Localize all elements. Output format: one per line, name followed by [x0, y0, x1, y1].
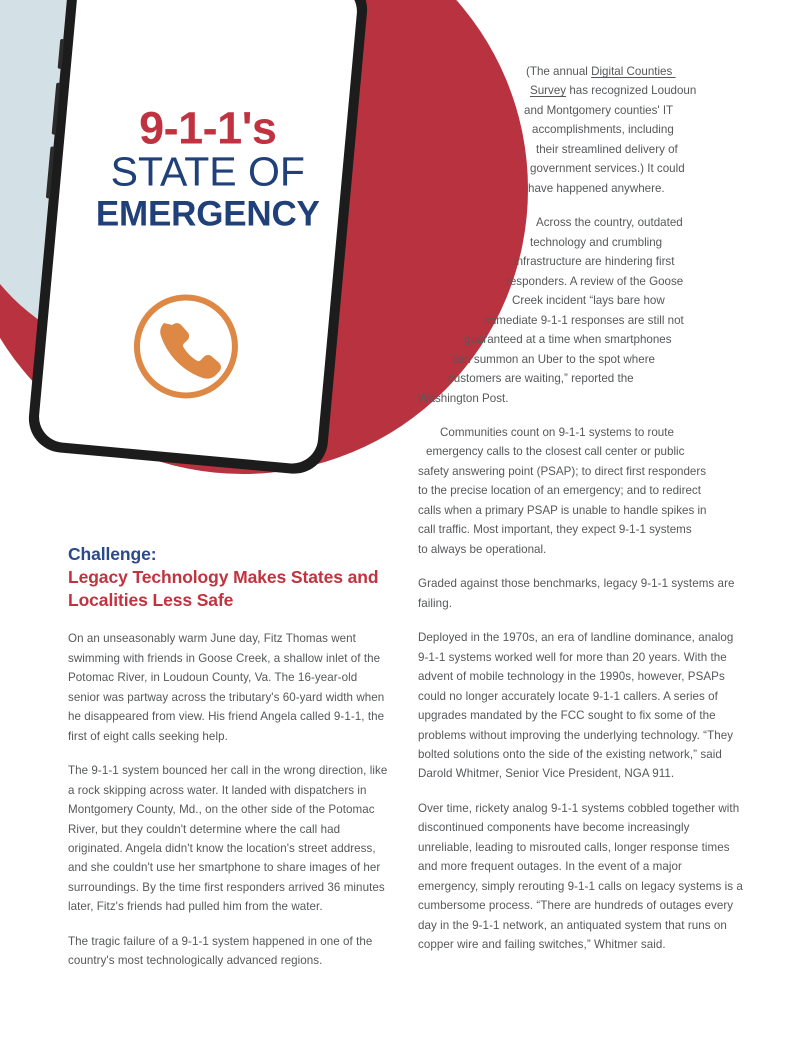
- right-paragraph-6: Over time, rickety analog 9-1-1 systems cobbled together with discontinued components have become increasingly unreliable, leading to misrouted calls, longer response times and more frequent outages. In the event of a major emergency, simply rerouting 9-1-1 calls on legacy systems is a cumbersome process. “There are hundreds of outages every day in the 9-1-1 network, an antiquated system that runs on copper wire and failing switches,” Whitmer said.: [418, 801, 743, 952]
- wrapped-line: to the precise location of an emergency; and to redirect: [418, 484, 701, 498]
- wrapped-line: government services.) It could: [530, 162, 685, 176]
- wrapped-line: Communities count on 9-1-1 systems to route: [440, 425, 674, 439]
- cover-title-line-2: STATE OF: [110, 148, 305, 195]
- wrapped-line: technology and crumbling: [530, 235, 663, 249]
- wrapped-line: to always be operational.: [418, 542, 547, 556]
- wrapped-line: infrastructure are hindering first: [514, 255, 675, 269]
- right-paragraph-1: [418, 62, 744, 198]
- left-paragraph-2: The 9-1-1 system bounced her call in the wrong direction, like a rock skipping across water. It landed with dispatchers in Montgomery County, Md., on the other side of the Potomac River, but they couldn't determine where the call had originated. Angela didn't know the location's street address, and she couldn't use her smartphone to share images of her surroundings. By the time first responders arrived 36 minutes later, Fitz's friends had pulled him from the water.: [68, 764, 388, 914]
- wrapped-line: accomplishments, including: [532, 123, 674, 137]
- wrapped-line: Washington Post.: [418, 391, 509, 405]
- wrapped-line: guaranteed at a time when smartphones: [464, 333, 672, 347]
- wrapped-line: calls when a primary PSAP is unable to handle spikes in: [418, 503, 707, 517]
- wrapped-line: call traffic. Most important, they expect 9-1-1 systems: [418, 523, 692, 537]
- right-paragraph-2: [418, 213, 744, 408]
- digital-counties-survey-link-cont[interactable]: Survey: [530, 84, 567, 98]
- digital-counties-survey-link[interactable]: Digital Counties: [591, 65, 676, 78]
- phone-screen: [37, 0, 359, 466]
- smartphone-illustration: [26, 0, 370, 477]
- right-paragraph-5: Deployed in the 1970s, an era of landline dominance, analog 9-1-1 systems worked well for more than 20 years. With the advent of mobile technology in the 1990s, however, PSAPs could no longer accurately locate 9-1-1 callers. A series of upgrades mandated by the FCC sought to fix some of the problems without improving the underlying technology. “They bolted solutions onto the side of the existing network,” said Darold Whitmer, Senior Vice President, NGA 911.: [418, 631, 734, 781]
- wrapped-line: responders. A review of the Goose: [506, 274, 684, 288]
- section-headline: Legacy Technology Makes States and Localities Less Safe: [68, 567, 379, 611]
- wrapped-line: have happened anywhere.: [528, 181, 665, 195]
- cover-title-line-1: 9-1-1's: [139, 102, 277, 154]
- right-text-column: [418, 62, 744, 955]
- left-text-column: [68, 543, 390, 971]
- cover-title-block: [68, 102, 348, 233]
- right-paragraph-4: Graded against those benchmarks, legacy 9-1-1 systems are failing.: [418, 577, 735, 610]
- wrapped-line: Across the country, outdated: [536, 216, 683, 230]
- wrapped-line: and Montgomery counties' IT: [524, 103, 674, 117]
- phone-handset-icon: [131, 291, 241, 401]
- wrapped-line: can summon an Uber to the spot where: [452, 352, 655, 366]
- wrapped-line: their streamlined delivery of: [536, 142, 678, 156]
- wrapped-line: safety answering point (PSAP); to direct first responders: [418, 464, 707, 478]
- cover-title-line-3: EMERGENCY: [95, 193, 320, 233]
- wrapped-line: emergency calls to the closest call center or public: [426, 445, 685, 459]
- wrapped-line: Survey has recognized Loudoun: [530, 84, 697, 98]
- wrapped-line: customers are waiting,” reported the: [448, 372, 634, 386]
- left-paragraph-1: On an unseasonably warm June day, Fitz Thomas went swimming with friends in Goose Creek, a shallow inlet of the Potomac River, in Loudoun County, Va. The 16-year-old senior was partway across the tributary's 60-yard width when he disappeared from view. His friend Angela called 9-1-1, the first of eight calls seeking help.: [68, 632, 385, 743]
- wrapped-line: Creek incident “lays bare how: [512, 294, 665, 308]
- section-kicker: Challenge:: [68, 544, 157, 564]
- right-paragraph-3: [418, 423, 744, 559]
- left-paragraph-3: The tragic failure of a 9-1-1 system happened in one of the country's most technologically advanced regions.: [68, 934, 373, 968]
- wrapped-line: immediate 9-1-1 responses are still not: [484, 313, 684, 327]
- wrapped-line: (The annual Digital Counties: [526, 65, 676, 78]
